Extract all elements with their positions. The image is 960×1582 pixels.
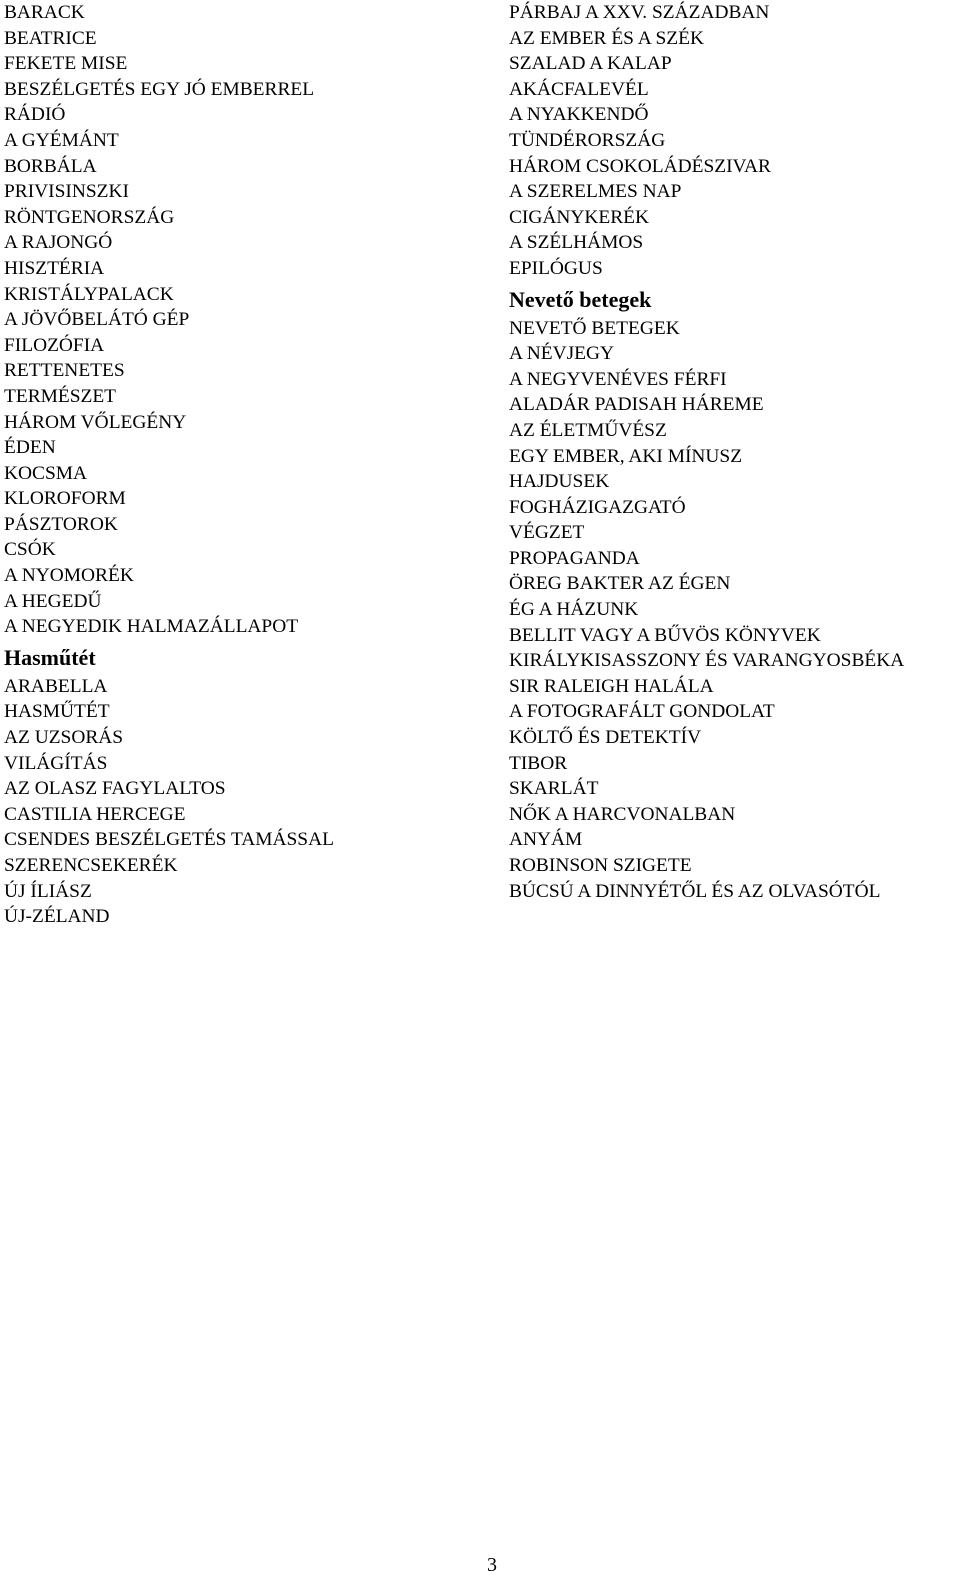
list-item: ÚJ ÍLIÁSZ: [4, 880, 92, 902]
list-item: ALADÁR PADISAH HÁREME: [509, 394, 764, 416]
list-item: FOGHÁZIGAZGATÓ: [509, 496, 686, 518]
right-column: [509, 0, 959, 904]
list-item: CSÓK: [4, 539, 56, 561]
list-item: A JÖVŐBELÁTÓ GÉP: [4, 309, 190, 331]
list-item: SKARLÁT: [509, 778, 599, 800]
list-item: VILÁGÍTÁS: [4, 752, 108, 774]
list-item: A SZERELMES NAP: [509, 181, 682, 203]
list-item: RETTENETES: [4, 360, 125, 382]
list-item: AZ EMBER ÉS A SZÉK: [509, 27, 705, 49]
left-list-2: [4, 674, 474, 930]
left-column: [4, 0, 474, 930]
list-item: EGY EMBER, AKI MÍNUSZ: [509, 445, 743, 467]
list-item: PÁSZTOROK: [4, 513, 118, 535]
list-item: EPILÓGUS: [509, 257, 603, 279]
list-item: KIRÁLYKISASSZONY ÉS VARANGYOSBÉKA: [509, 650, 905, 672]
list-item: BARACK: [4, 2, 85, 23]
list-item: ARABELLA: [4, 675, 108, 697]
list-item: ROBINSON SZIGETE: [509, 855, 692, 876]
list-item: BORBÁLA: [4, 155, 97, 177]
list-item: ÚJ-ZÉLAND: [4, 906, 110, 928]
list-item: KRISTÁLYPALACK: [4, 283, 174, 305]
list-item: ÉG A HÁZUNK: [509, 599, 639, 621]
list-item: HAJDUSEK: [509, 471, 610, 493]
list-item: FEKETE MISE: [4, 53, 128, 75]
list-item: PÁRBAJ A XXV. SZÁZADBAN: [509, 2, 770, 23]
list-item: A NYAKKENDŐ: [509, 104, 649, 126]
list-item: KOCSMA: [4, 462, 87, 484]
list-item: A GYÉMÁNT: [4, 129, 119, 151]
list-item: FILOZÓFIA: [4, 334, 105, 356]
list-item: A NYOMORÉK: [4, 565, 134, 587]
list-item: A HEGEDŰ: [4, 590, 102, 612]
section-heading-neveto-betegek: Nevető betegek: [509, 286, 652, 312]
list-item: SZERENCSEKERÉK: [4, 855, 178, 876]
page-number: 3: [487, 1554, 497, 1576]
list-item: BELLIT VAGY A BŰVÖS KÖNYVEK: [509, 624, 821, 646]
section-heading-hasmutet: Hasműtét: [4, 644, 96, 670]
list-item: A FOTOGRAFÁLT GONDOLAT: [509, 701, 775, 723]
list-item: CSENDES BESZÉLGETÉS TAMÁSSAL: [4, 829, 334, 851]
list-item: ÉDEN: [4, 437, 56, 459]
list-item: PRIVISINSZKI: [4, 181, 129, 203]
list-item: SZALAD A KALAP: [509, 53, 672, 75]
list-item: RÁDIÓ: [4, 104, 66, 126]
list-item: HASMŰTÉT: [4, 701, 110, 723]
list-item: BEATRICE: [4, 27, 97, 49]
list-item: TÜNDÉRORSZÁG: [509, 129, 666, 151]
list-item: A NÉVJEGY: [509, 343, 615, 365]
list-item: NŐK A HARCVONALBAN: [509, 803, 736, 825]
list-item: AKÁCFALEVÉL: [509, 78, 649, 100]
list-item: A NEGYVENÉVES FÉRFI: [509, 368, 727, 390]
list-item: ANYÁM: [509, 829, 583, 851]
list-item: NEVETŐ BETEGEK: [509, 317, 680, 339]
list-item: A RAJONGÓ: [4, 232, 113, 254]
list-item: TIBOR: [509, 752, 568, 774]
list-item: HÁROM VŐLEGÉNY: [4, 411, 187, 433]
list-item: CIGÁNYKERÉK: [509, 206, 650, 228]
list-item: AZ ÉLETMŰVÉSZ: [509, 419, 667, 441]
list-item: PROPAGANDA: [509, 547, 640, 569]
list-item: HÁROM CSOKOLÁDÉSZIVAR: [509, 155, 771, 177]
list-item: KÖLTŐ ÉS DETEKTÍV: [509, 727, 702, 749]
list-item: AZ UZSORÁS: [4, 727, 124, 749]
list-item: TERMÉSZET: [4, 385, 117, 407]
right-list-2: [509, 316, 959, 905]
list-item: BESZÉLGETÉS EGY JÓ EMBERREL: [4, 78, 315, 100]
list-item: HISZTÉRIA: [4, 257, 105, 279]
list-item: ÖREG BAKTER AZ ÉGEN: [509, 573, 731, 595]
list-item: SIR RALEIGH HALÁLA: [509, 675, 714, 697]
list-item: CASTILIA HERCEGE: [4, 803, 186, 825]
list-item: VÉGZET: [509, 522, 585, 544]
left-list-1: [4, 0, 474, 640]
right-list-1: [509, 0, 959, 282]
list-item: BÚCSÚ A DINNYÉTŐL ÉS AZ OLVASÓTÓL: [509, 880, 881, 902]
list-item: A SZÉLHÁMOS: [509, 232, 644, 254]
list-item: AZ OLASZ FAGYLALTOS: [4, 778, 226, 800]
list-item: KLOROFORM: [4, 488, 126, 510]
list-item: RÖNTGENORSZÁG: [4, 206, 175, 228]
list-item: A NEGYEDIK HALMAZÁLLAPOT: [4, 616, 299, 638]
